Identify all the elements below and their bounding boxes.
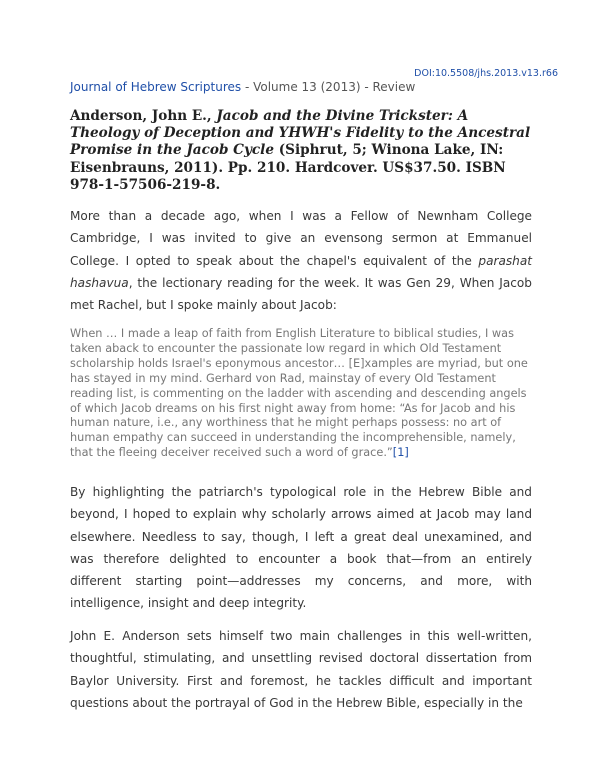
review-title (70, 108, 540, 194)
title-author: Anderson, John E., (70, 108, 217, 124)
paragraph-1-text-b: , the lectionary reading for the week. It was Gen 29, When Jacob met Rachel, but I spoke mainly about Jacob: (70, 275, 532, 313)
doi-link[interactable]: DOI:10.5508/jhs.2013.v13.r66 (414, 68, 558, 79)
title-details: (Siphrut, 5; Winona Lake, IN: Eisenbrauns, 2011). Pp. 210. Hardcover. US$37.50. ISBN 978-1-57506-219-8. (70, 142, 506, 193)
journal-name-link[interactable]: Journal of Hebrew Scriptures (70, 80, 242, 94)
journal-line (70, 80, 415, 94)
paragraph-3: John E. Anderson sets himself two main challenges in this well-written, thoughtful, stimulating, and unsettling revised doctoral dissertation from Baylor University. First and foremost, he tackles difficult and important questions about the portrayal of God in the Hebrew Bible, especially in the (70, 629, 532, 710)
title-book: Jacob and the Divine Trickster: A Theology of Deception and YHWH's Fidelity to the Ancestral Promise in the Jacob Cycle (70, 108, 531, 159)
parashat-hashavua-term: parashat hashavua (70, 253, 532, 290)
footnote-link[interactable]: [1] (392, 446, 409, 460)
paragraph-1-text-a: More than a decade ago, when I was a Fellow of Newnham College Cambridge, I was invited to give an evensong sermon at Emmanuel College. I opted to speak about the chapel's equivalent of the (70, 209, 532, 268)
journal-volume-text: - Volume 13 (2013) - Review (241, 80, 416, 94)
block-quote (70, 327, 532, 461)
paragraph-1 (70, 205, 532, 316)
paragraph-2: By highlighting the patriarch's typological role in the Hebrew Bible and beyond, I hoped to explain why scholarly arrows aimed at Jacob may land elsewhere. Needless to say, though, I left a great deal unexamined, and was therefore delighted to encounter a book that—from an entirely different starting point—addresses my concerns, and more, with intelligence, insight and deep integrity. (70, 485, 532, 611)
quote-text: When … I made a leap of faith from English Literature to biblical studies, I was taken aback to encounter the passionate low regard in which Old Testament scholarship holds Israel's eponymous ancestor… [E]xamples are myriad, but one has stayed in my mind. Gerhard von Rad, mainstay of every Old Testament reading list, is commenting on the ladder with ascending and descending angels of which Jacob dreams on his first night away from home: “As for Jacob and his human nature, i.e., any worthiness that he might perhaps possess: no art of human empathy can succeed in understanding the incomprehensible, namely, that the fleeing deceiver received such a word of grace.” (70, 327, 528, 460)
